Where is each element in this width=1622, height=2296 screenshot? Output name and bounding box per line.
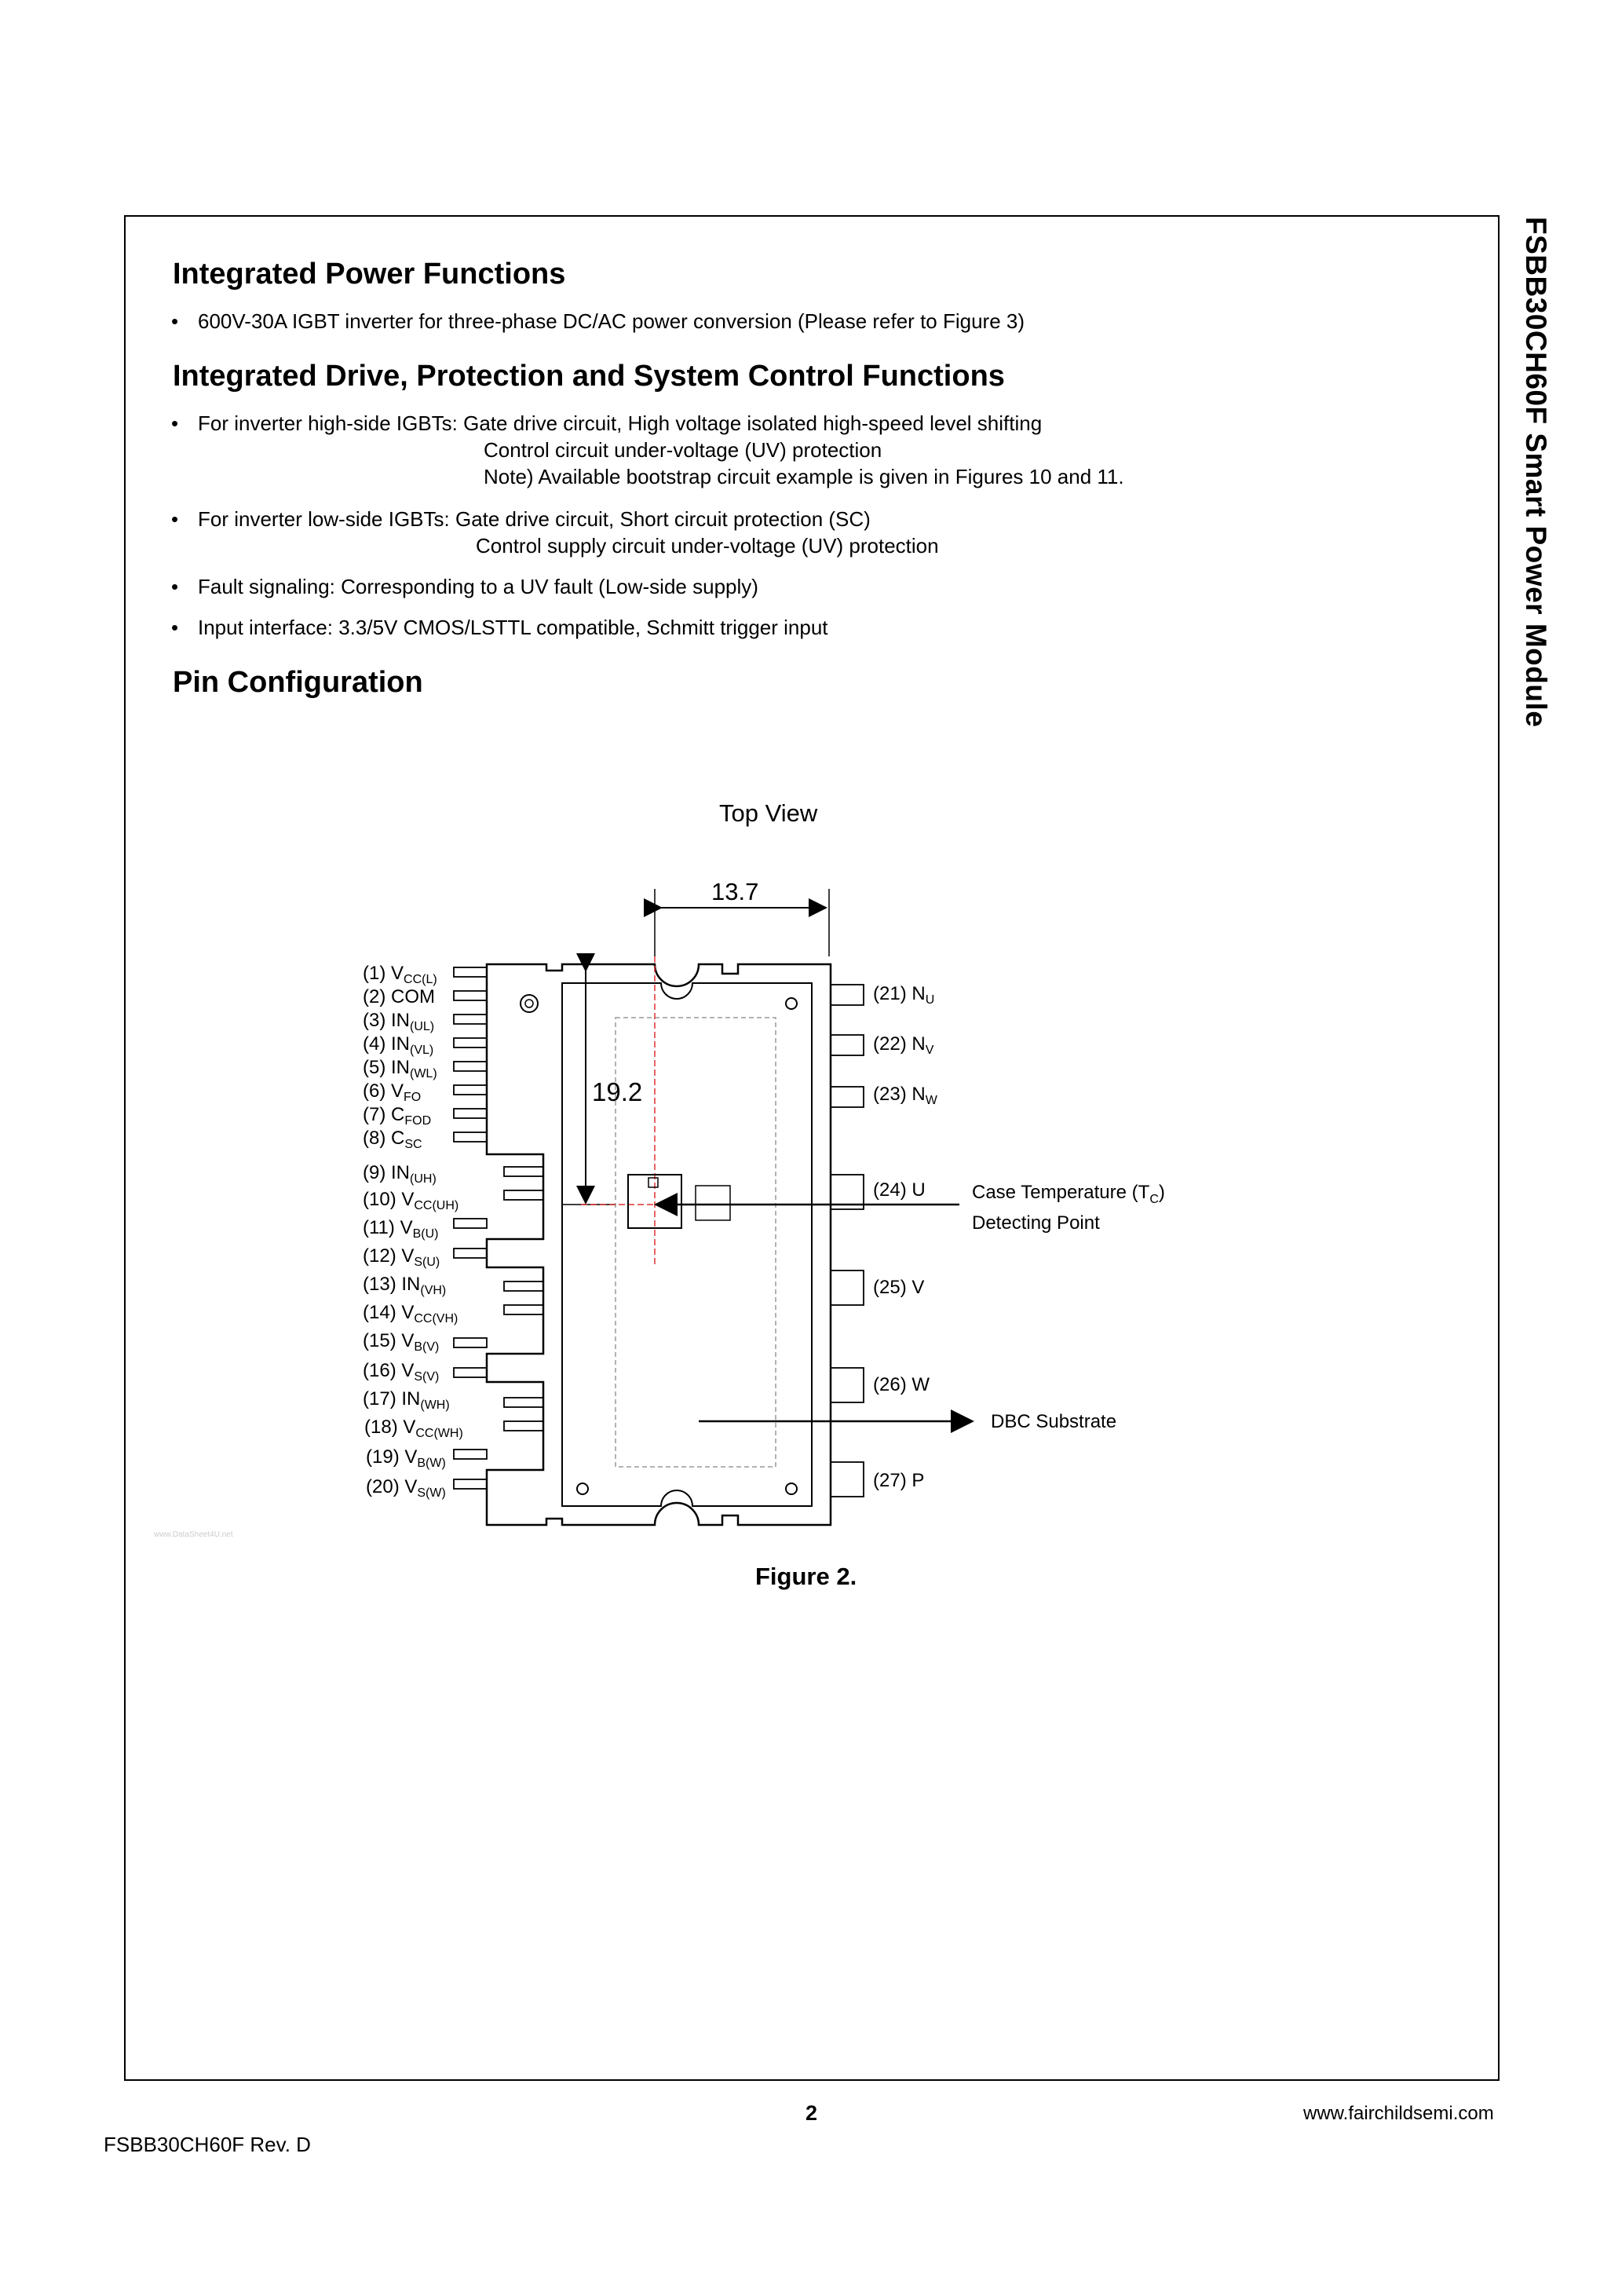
pin-label: (17) $IN_{(WH)}$ — [363, 1388, 450, 1412]
bullet-dot: • — [171, 507, 179, 531]
pin-label: (1) $V_{CC(L)}$ — [363, 963, 437, 986]
footer-revision: FSBB30CH60F Rev. D — [104, 2133, 311, 2156]
pin-label: (13) $IN_{(VH)}$ — [363, 1274, 447, 1297]
page-number: 2 — [806, 2101, 818, 2125]
package-outline — [487, 964, 831, 1525]
high-side-line2: Control circuit under-voltage (UV) protection — [484, 438, 882, 462]
pin-label: (25) V — [873, 1277, 925, 1298]
mount-hole-inner — [525, 1000, 533, 1007]
pin-label: (22) $N_V$ — [873, 1033, 934, 1057]
mount-hole — [521, 995, 538, 1012]
bullet-dot: • — [171, 575, 179, 598]
bullet-dot: • — [171, 411, 179, 435]
right-pin-tabs — [831, 985, 864, 1497]
bullet-text: 600V-30A IGBT inverter for three-phase DC/AC power conversion (Please refer to Figure 3) — [198, 309, 1025, 333]
mount-hole — [786, 1483, 797, 1494]
bullet-dot: • — [171, 616, 179, 639]
bullet-text: For inverter low-side IGBTs: Gate drive circuit, Short circuit protection (SC) — [198, 507, 871, 531]
pin-label: (15) $V_{B(V)}$ — [363, 1330, 440, 1354]
footer-website: www.fairchildsemi.com — [1303, 2103, 1494, 2124]
figure-caption: Figure 2. — [755, 1563, 857, 1590]
case-temp-label: Case Temperature $(T_C)$ Detecting Point — [972, 1182, 1165, 1234]
pin-label: (4) $IN_{(VL)}$ — [363, 1033, 434, 1057]
low-side-line2: Control supply circuit under-voltage (UV) protection — [476, 534, 939, 558]
high-side-line3: Note) Available bootstrap circuit example is given in Figures 10 and 11. — [484, 465, 1124, 488]
pin-label: (9) $IN_{(UH)}$ — [363, 1162, 437, 1186]
heading-power-functions: Integrated Power Functions — [173, 258, 566, 291]
bullet-text: For inverter high-side IGBTs: Gate drive circuit, High voltage isolated high-speed level shifting — [198, 411, 1043, 435]
pin-label: (16) $V_{S(V)}$ — [363, 1360, 440, 1384]
pin-label: (27) P — [873, 1470, 925, 1491]
sensor-mark — [648, 1178, 658, 1187]
pin-label: (26) W — [873, 1374, 930, 1395]
pin-label: (2) COM — [363, 986, 435, 1007]
top-view-label: Top View — [719, 799, 818, 827]
heading-drive-functions: Integrated Drive, Protection and System Control Functions — [173, 360, 1005, 393]
pin-label: (5) $IN_{(WL)}$ — [363, 1057, 437, 1080]
left-pin-tabs — [454, 967, 543, 1489]
dbc-substrate-label: DBC Substrate — [991, 1411, 1117, 1432]
pin-label: (6) $V_{FO}$ — [363, 1080, 422, 1104]
pin-label: (20) $V_{S(W)}$ — [366, 1476, 446, 1500]
watermark: www.DataSheet4U.net — [154, 1530, 233, 1539]
pin-label: (11) $V_{B(U)}$ — [363, 1217, 439, 1241]
pin-label: (12) $V_{S(U)}$ — [363, 1245, 440, 1269]
pin-label: (8) $C_{SC}$ — [363, 1128, 422, 1151]
side-title-text: FSBB30CH60F Smart Power Module — [1520, 217, 1552, 728]
pin-label: (3) $IN_{(UL)}$ — [363, 1010, 435, 1033]
pin-label: (19) $V_{B(W)}$ — [366, 1446, 446, 1470]
pin-label: (24) U — [873, 1179, 926, 1201]
bullet-dot: • — [171, 309, 179, 333]
pin-label: (10) $V_{CC(UH)}$ — [363, 1189, 459, 1212]
dim-horizontal-value: 13.7 — [711, 878, 759, 905]
bullet-text: Fault signaling: Corresponding to a UV fault (Low-side supply) — [198, 575, 758, 598]
pin-label: (14) $V_{CC(VH)}$ — [363, 1302, 458, 1325]
heading-pin-configuration: Pin Configuration — [173, 666, 423, 699]
package-inner-outline — [562, 983, 812, 1506]
pin-label: (7) $C_{FOD}$ — [363, 1104, 432, 1128]
pin-label: (21) $N_U$ — [873, 983, 935, 1007]
pin-label: (18) $V_{CC(WH)}$ — [364, 1417, 463, 1440]
mount-hole — [577, 1483, 588, 1494]
pin-label: (23) $N_W$ — [873, 1084, 937, 1107]
dim-vertical-value: 19.2 — [592, 1077, 643, 1106]
mount-hole — [786, 998, 797, 1009]
chip-square — [696, 1186, 730, 1220]
bullet-text: Input interface: 3.3/5V CMOS/LSTTL compatible, Schmitt trigger input — [198, 616, 828, 639]
